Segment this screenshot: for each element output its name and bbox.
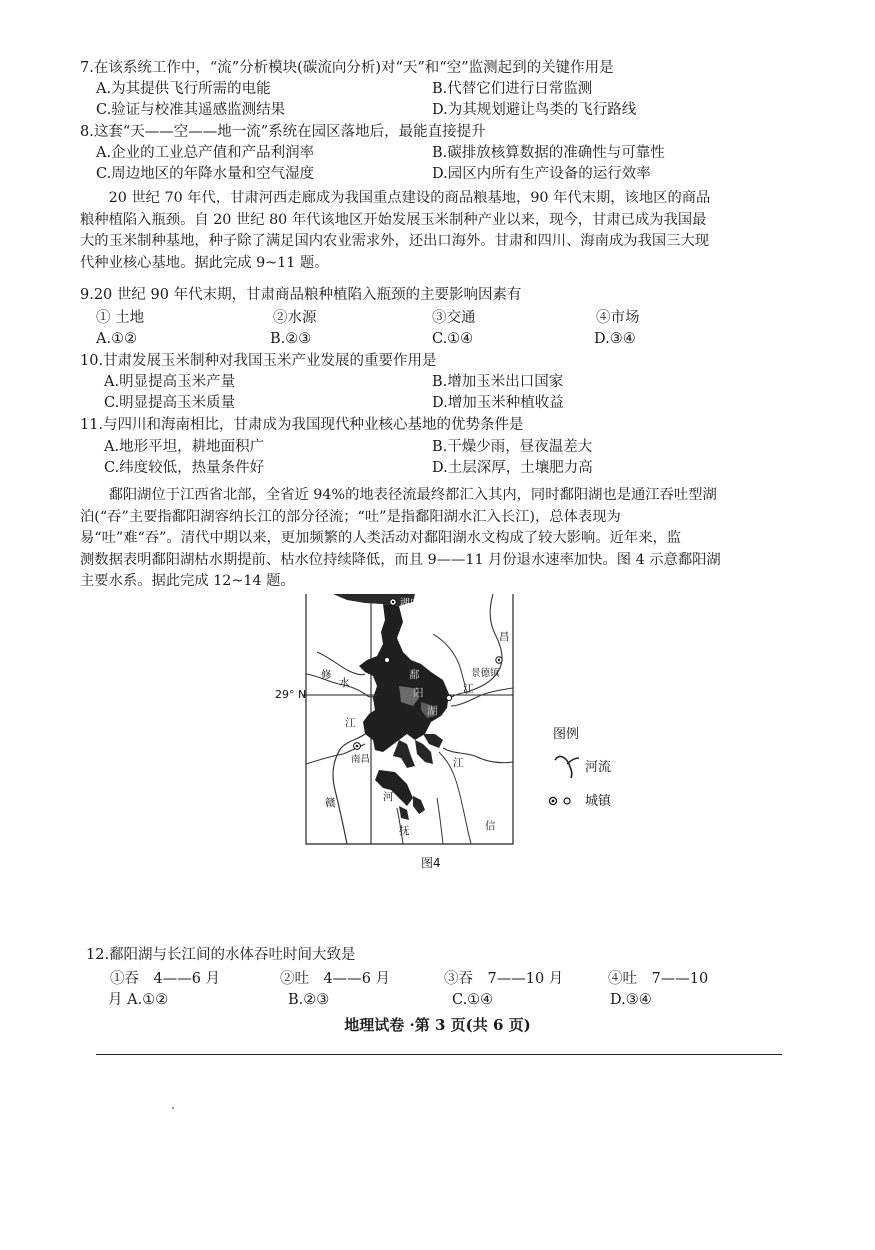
lake-lobe xyxy=(393,740,415,768)
town-marker xyxy=(446,695,451,700)
page-footer: 地理试卷 ·第 3 页(共 6 页) xyxy=(344,1016,531,1034)
passage-poyang-line: 泊(“吞”主要指鄱阳湖容纳长江的部分径流；“吐”是指鄱阳湖水汇入长江)，总体表现为 xyxy=(80,508,621,525)
passage-poyang-line: 主要水系。据此完成 12~14 题。 xyxy=(80,573,295,589)
passage-gansu-line: 20 世纪 70 年代，甘肃河西走廊成为我国重点建设的商品粮基地，90 年代末期，该地区的商品 xyxy=(80,190,711,206)
river-shui-label: 水 xyxy=(339,677,350,689)
question-10-stem: 10.甘肃发展玉米制种对我国玉米产业发展的重要作用是 xyxy=(80,353,437,369)
question-8-option-c: C.周边地区的年降水量和空气湿度 xyxy=(96,166,315,182)
town-nanchang-label: 南昌 xyxy=(351,754,371,765)
question-12-item-1: ①吞 4——6 月 xyxy=(110,971,221,987)
question-12-stem: 12.鄱阳湖与长江间的水体吞吐时间大致是 xyxy=(86,947,356,963)
question-9-option-a: A.①② xyxy=(96,331,138,347)
question-8-option-b: B.碳排放核算数据的准确性与可靠性 xyxy=(432,145,665,161)
poyang-lake-body xyxy=(359,604,449,752)
lake-label-1: 鄱 xyxy=(409,669,420,681)
legend-town-symbol xyxy=(549,797,570,804)
poyang-lake-map xyxy=(275,594,633,874)
legend-town-label: 城镇 xyxy=(585,794,612,809)
figure-caption: 图4 xyxy=(421,856,441,870)
lake-lobe xyxy=(413,796,425,814)
river-gan-label: 赣 xyxy=(325,797,336,809)
question-8-stem: 8.这套“天——空——地一流”系统在园区落地后，最能直接提升 xyxy=(80,124,486,140)
lake-label-2: 阳 xyxy=(413,687,424,699)
question-9-option-b: B.②③ xyxy=(270,331,312,347)
river-gan-jiang-label: 江 xyxy=(345,717,356,729)
legend-title: 图例 xyxy=(553,727,580,742)
chang-river xyxy=(449,594,502,700)
passage-gansu-line: 粮种植陷入瓶颈。自 20 世纪 80 年代该地区开始发展玉米制种产业以来，现今，甘肃已成为我国最 xyxy=(80,211,707,228)
town-marker xyxy=(384,657,389,662)
passage-poyang xyxy=(80,485,790,593)
question-11-stem: 11.与四川和海南相比，甘肃成为我国现代种业核心基地的优势条件是 xyxy=(80,417,524,433)
question-9-item-1: ① 土地 xyxy=(96,310,145,326)
question-11-option-d: D.土层深厚，土壤肥力高 xyxy=(432,460,593,476)
passage-poyang-line: 测数据表明鄱阳湖枯水期提前、枯水位持续降低，而且 9——11 月份退水速率加快。图 4 示意鄱阳湖 xyxy=(80,551,721,568)
latitude-label: 29° N xyxy=(275,688,307,701)
map-svg xyxy=(275,594,633,874)
question-12-option-b: B.②③ xyxy=(288,992,330,1008)
river-xiu-label: 修 xyxy=(321,669,332,681)
river-fu-label: 抚 xyxy=(399,825,410,837)
question-12-item-4: ④吐 7——10 xyxy=(608,971,709,987)
question-9-option-d: D.③④ xyxy=(594,331,636,347)
question-7-option-b: B.代替它们进行日常监测 xyxy=(432,81,593,97)
lake-lobe xyxy=(375,770,413,806)
question-11-option-c: C.纬度较低，热量条件好 xyxy=(104,460,265,476)
legend-river-symbol xyxy=(555,757,572,778)
scan-speck xyxy=(172,1107,174,1109)
question-11-option-b: B.干燥少雨，昼夜温差大 xyxy=(432,439,593,455)
lake-label-3: 湖 xyxy=(427,705,438,717)
question-9-option-c: C.①④ xyxy=(432,331,474,347)
question-12-item-2: ②吐 4——6 月 xyxy=(280,971,391,987)
question-9-item-3: ③交通 xyxy=(432,310,476,326)
river-xin-jiang-label: 江 xyxy=(453,757,464,769)
question-10-option-b: B.增加玉米出口国家 xyxy=(432,374,564,390)
question-9-item-2: ②水源 xyxy=(273,310,317,326)
river-he-label: 河 xyxy=(383,791,394,803)
question-9-item-4: ④市场 xyxy=(596,310,640,326)
legend-river-label: 河流 xyxy=(585,760,612,775)
lake-lobe xyxy=(423,734,443,748)
river-rao-jiang-label: 江 xyxy=(463,683,474,695)
river-xin-label: 信 xyxy=(485,820,496,832)
footer-divider xyxy=(96,1054,782,1055)
river-chang-label: 昌 xyxy=(499,631,510,643)
question-7-option-d: D.为其规划避让鸟类的飞行路线 xyxy=(432,102,637,118)
question-12-item-3: ③吞 7——10 月 xyxy=(444,971,564,987)
town-jingdezhen-label: 景德镇 xyxy=(471,668,500,679)
town-hukou-label: 湖口 xyxy=(400,598,420,609)
passage-gansu xyxy=(80,188,790,274)
passage-gansu-line: 代种业核心基地。据此完成 9~11 题。 xyxy=(80,254,329,271)
town-hukou-marker xyxy=(390,599,396,605)
question-11-option-a: A.地形平坦，耕地面积广 xyxy=(104,439,265,455)
question-7-stem: 7.在该系统工作中，“流”分析模块(碳流向分析)对“天”和“空”监测起到的关键作用是 xyxy=(80,60,614,76)
question-10-option-d: D.增加玉米种植收益 xyxy=(432,395,564,411)
question-10-option-a: A.明显提高玉米产量 xyxy=(104,374,236,390)
question-8-option-a: A.企业的工业总产值和产品利润率 xyxy=(96,145,315,161)
question-12-option-d: D.③④ xyxy=(610,992,652,1008)
passage-poyang-line: 易“吐”难“吞”。清代中期以来，更加频繁的人类活动对鄱阳湖水文构成了较大影响。近年来，监 xyxy=(80,530,682,546)
question-7-option-c: C.验证与校准其遥感监测结果 xyxy=(96,102,286,118)
town-nanchang-marker xyxy=(354,743,361,750)
question-12-option-a: 月 A.①② xyxy=(108,992,169,1008)
tributary-river xyxy=(437,798,443,844)
town-jingdezhen-marker xyxy=(496,657,502,663)
gan-river xyxy=(333,734,365,844)
question-9-stem: 9.20 世纪 90 年代末期，甘肃商品粮种植陷入瓶颈的主要影响因素有 xyxy=(80,287,522,303)
passage-poyang-line: 鄱阳湖位于江西省北部，全省近 94%的地表径流最终都汇入其内，同时鄱阳湖也是通江吞吐型湖 xyxy=(80,487,717,503)
question-8-option-d: D.园区内所有生产设备的运行效率 xyxy=(432,166,651,182)
rao-river xyxy=(451,688,513,706)
legend-river-symbol xyxy=(567,758,579,764)
lake-lobe xyxy=(399,806,409,820)
question-12-option-c: C.①④ xyxy=(452,992,494,1008)
question-10-option-c: C.明显提高玉米质量 xyxy=(104,395,236,411)
question-7-option-a: A.为其提供飞行所需的电能 xyxy=(96,81,271,97)
passage-gansu-line: 大的玉米制种基地，种子除了满足国内农业需求外，还出口海外。甘肃和四川、海南成为我国三大现 xyxy=(80,233,710,249)
